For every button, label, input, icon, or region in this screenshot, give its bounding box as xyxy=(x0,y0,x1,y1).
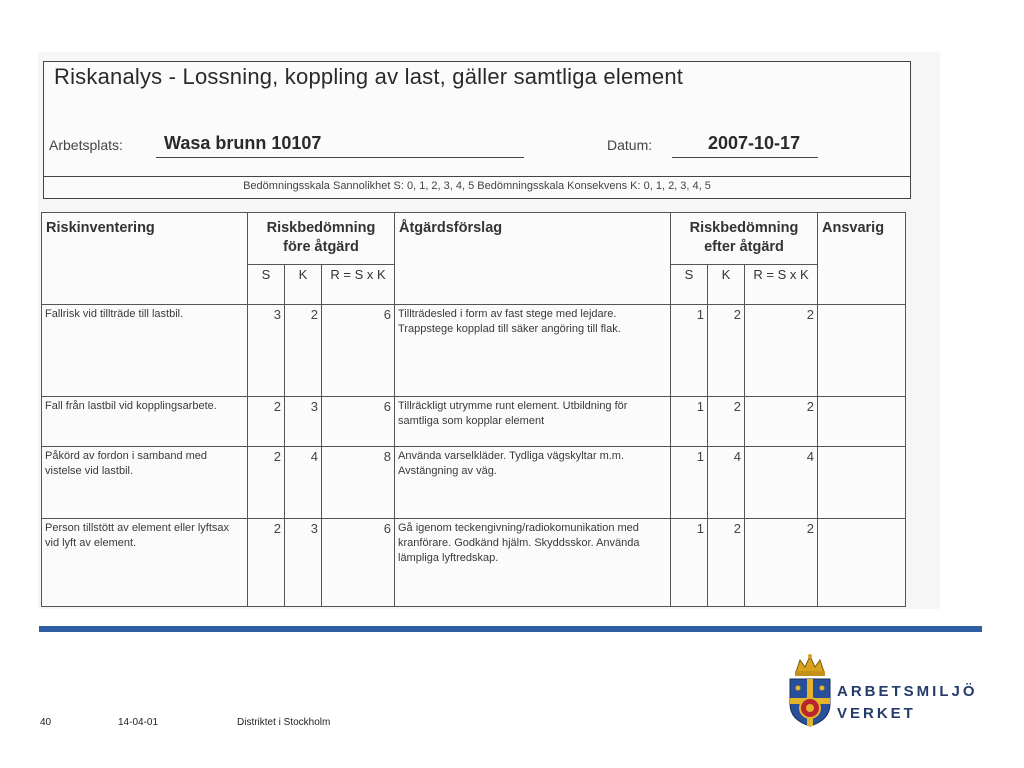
k-after-cell: 2 xyxy=(708,305,745,397)
date-value: 2007-10-17 xyxy=(708,133,801,153)
date-label: Datum: xyxy=(607,137,653,153)
measure-cell: Tillräckligt utrymme runt element. Utbildning för samtliga som kopplar element xyxy=(395,397,671,447)
footer-district: Distriktet i Stockholm xyxy=(237,717,331,728)
document-header xyxy=(43,61,911,199)
risk-cell: Påkörd av fordon i samband med vistelse vid lastbil. xyxy=(42,447,248,519)
scanned-document xyxy=(38,52,940,609)
s-after-cell: 1 xyxy=(671,397,708,447)
header-before: Riskbedömning före åtgärd xyxy=(248,213,395,265)
sub-header-r: R = S x K xyxy=(745,265,818,305)
sub-header-k: K xyxy=(285,265,322,305)
logo-line-2: VERKET xyxy=(837,705,916,722)
risk-cell: Fall från lastbil vid kopplingsarbete. xyxy=(42,397,248,447)
sub-header-s: S xyxy=(248,265,285,305)
table-row xyxy=(42,519,906,607)
header-measures: Åtgärdsförslag xyxy=(395,213,671,305)
s-before-cell: 2 xyxy=(248,519,285,607)
measure-cell: Använda varselkläder. Tydliga vägskyltar m.m. Avstängning av väg. xyxy=(395,447,671,519)
table-row xyxy=(42,397,906,447)
risk-cell: Fallrisk vid tillträde till lastbil. xyxy=(42,305,248,397)
sub-header-r: R = S x K xyxy=(322,265,395,305)
sub-header-k: K xyxy=(708,265,745,305)
r-before-cell: 6 xyxy=(322,397,395,447)
s-before-cell: 3 xyxy=(248,305,285,397)
k-after-cell: 4 xyxy=(708,447,745,519)
logo-line-1: ARBETSMILJÖ xyxy=(837,683,978,700)
header-after: Riskbedömning efter åtgärd xyxy=(671,213,818,265)
crown-coat-of-arms-icon xyxy=(786,652,834,728)
responsible-cell xyxy=(818,305,906,397)
document-title: Riskanalys - Lossning, koppling av last, gäller samtliga element xyxy=(54,64,684,89)
workplace-label: Arbetsplats: xyxy=(49,137,123,153)
measure-cell: Tillträdesled i form av fast stege med lejdare. Trappstege kopplad till säker angöring till flak. xyxy=(395,305,671,397)
r-after-cell: 2 xyxy=(745,519,818,607)
k-before-cell: 2 xyxy=(285,305,322,397)
k-before-cell: 3 xyxy=(285,397,322,447)
s-before-cell: 2 xyxy=(248,397,285,447)
assessment-scale: Bedömningsskala Sannolikhet S: 0, 1, 2, 3, 4, 5 Bedömningsskala Konsekvens K: 0, 1, 2, 3, 4, 5 xyxy=(243,180,711,192)
r-before-cell: 8 xyxy=(322,447,395,519)
measure-cell: Gå igenom teckengivning/radiokomunikation med kranförare. Godkänd hjälm. Skyddsskor. Använda lämpliga lyftredskap. xyxy=(395,519,671,607)
k-after-cell: 2 xyxy=(708,519,745,607)
r-after-cell: 4 xyxy=(745,447,818,519)
workplace-underline xyxy=(156,157,524,158)
footer-date: 14-04-01 xyxy=(118,717,159,728)
responsible-cell xyxy=(818,519,906,607)
page-number: 40 xyxy=(40,717,52,728)
k-before-cell: 4 xyxy=(285,447,322,519)
risk-cell: Person tillstött av element eller lyftsax vid lyft av element. xyxy=(42,519,248,607)
k-after-cell: 2 xyxy=(708,397,745,447)
scale-divider xyxy=(44,176,910,177)
s-after-cell: 1 xyxy=(671,447,708,519)
responsible-cell xyxy=(818,397,906,447)
table-row xyxy=(42,447,906,519)
workplace-value: Wasa brunn 10107 xyxy=(164,133,322,153)
sub-header-s: S xyxy=(671,265,708,305)
r-after-cell: 2 xyxy=(745,397,818,447)
date-underline xyxy=(672,157,818,158)
r-before-cell: 6 xyxy=(322,519,395,607)
s-after-cell: 1 xyxy=(671,519,708,607)
k-before-cell: 3 xyxy=(285,519,322,607)
r-after-cell: 2 xyxy=(745,305,818,397)
header-inventory: Riskinventering xyxy=(42,213,248,305)
r-before-cell: 6 xyxy=(322,305,395,397)
responsible-cell xyxy=(818,447,906,519)
header-responsible: Ansvarig xyxy=(818,213,906,305)
s-before-cell: 2 xyxy=(248,447,285,519)
risk-table xyxy=(41,212,906,607)
s-after-cell: 1 xyxy=(671,305,708,397)
accent-bar xyxy=(39,626,982,632)
table-row xyxy=(42,305,906,397)
